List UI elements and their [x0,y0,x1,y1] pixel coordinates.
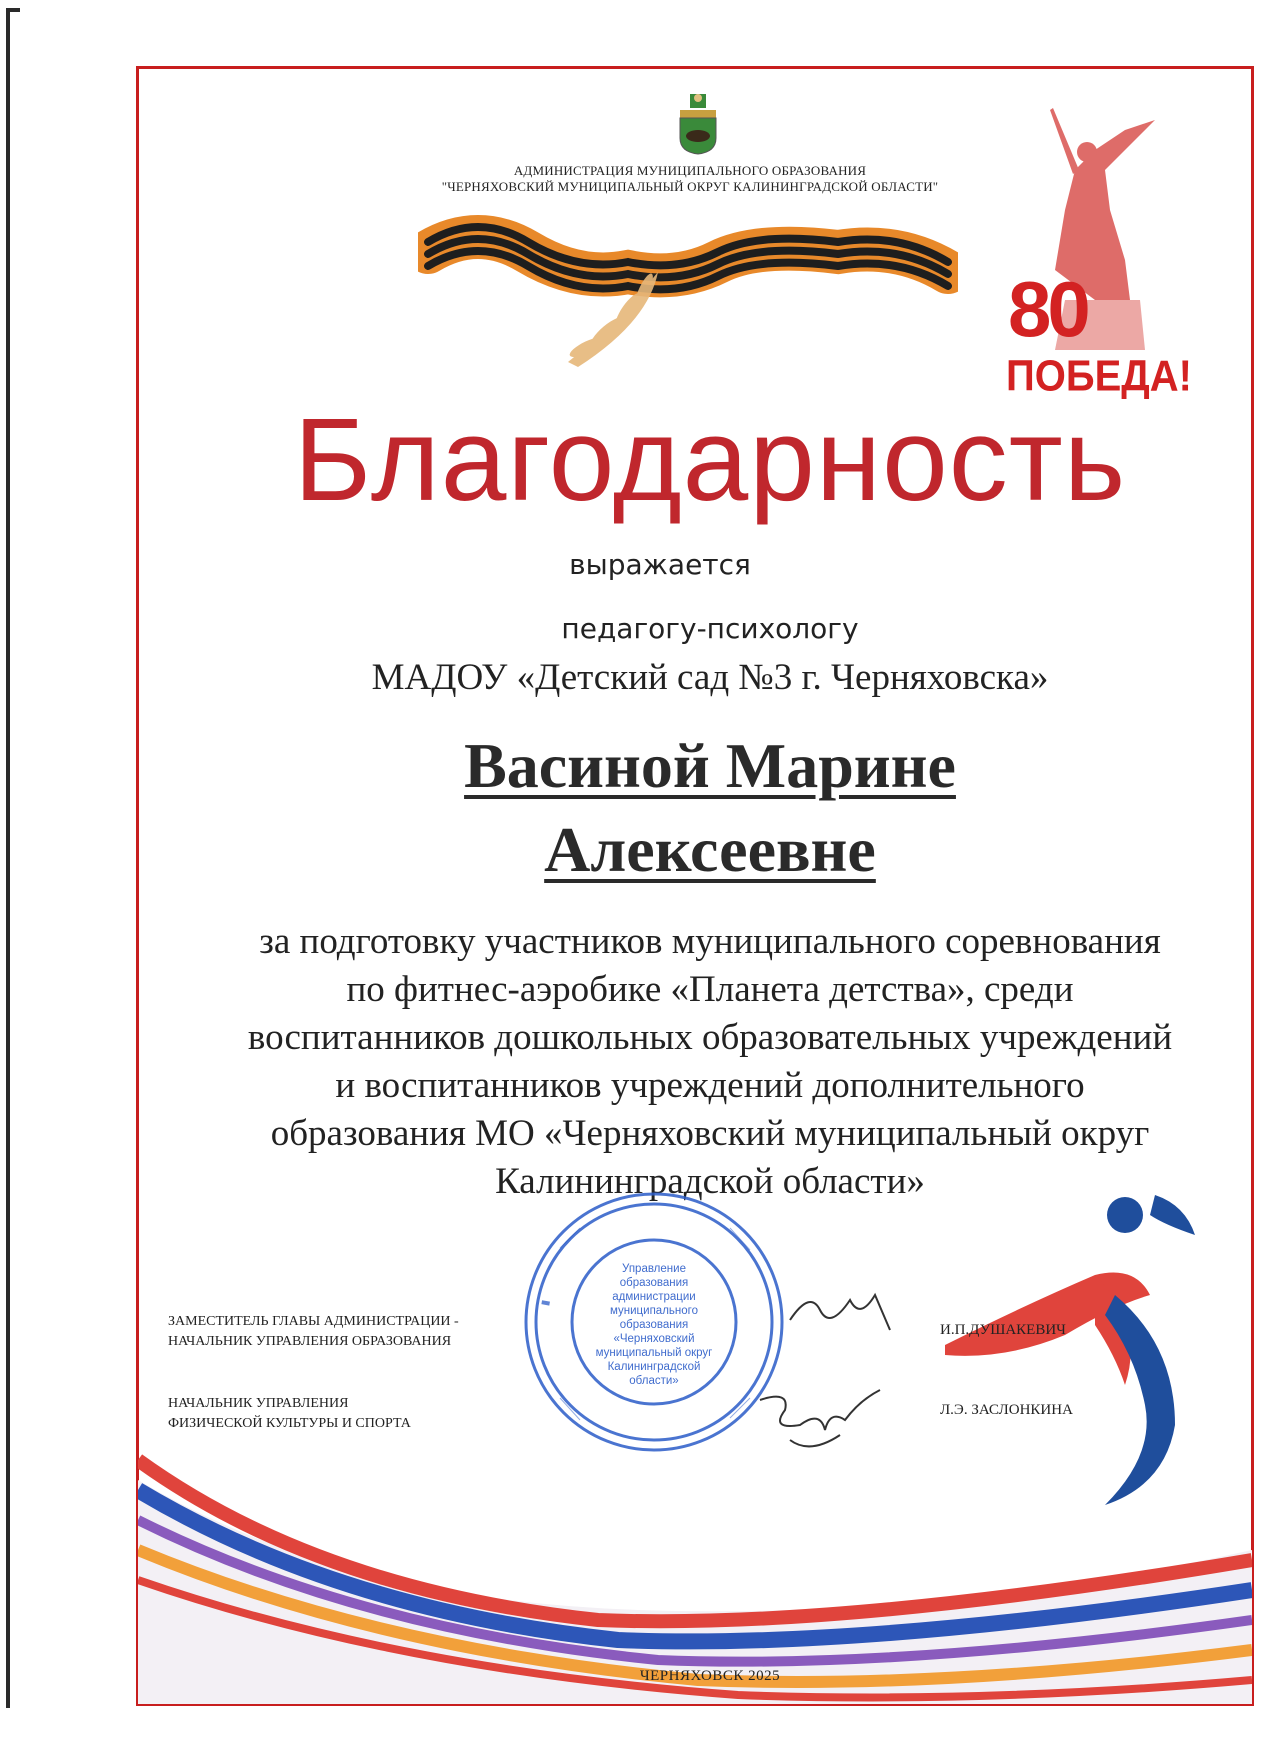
official-stamp [520,1188,788,1456]
reason-line: за подготовку участников муниципального соревнования [259,921,1161,962]
recipient-name-line-2 [200,812,1220,888]
expressed-text: выражается [569,548,751,581]
recipient-organization: МАДОУ «Детский сад №3 г. Черняховска» [371,657,1049,698]
reason-line: воспитанников дошкольных образовательных учреждений [247,1017,1173,1058]
scan-edge [6,8,10,1708]
stamp-text-line: муниципального [610,1305,698,1317]
stamp-text-line: муниципальный округ [595,1347,713,1359]
recipient-name-line-1 [200,728,1220,804]
stamp-text-line: образования [619,1319,689,1331]
recipient-name-text-2: Алексеевне [544,814,876,885]
decorative-waves [138,1440,1252,1704]
administration-header [380,163,1000,195]
recipient-position: педагогу-психологу [561,612,859,645]
signatory-2-title [168,1394,468,1434]
signatory-1-title-line-2: НАЧАЛЬНИК УПРАВЛЕНИЯ ОБРАЗОВАНИЯ [168,1334,452,1349]
stamp-text-line: образования [619,1277,689,1289]
signatory-1-name: И.П.ДУШАКЕВИЧ [940,1322,1066,1338]
stamp-text-line: области» [629,1375,679,1387]
signatory-2-title-line-1: НАЧАЛЬНИК УПРАВЛЕНИЯ [168,1396,349,1411]
stamp-text-line: «Черняховский [613,1333,695,1345]
signature-1 [780,1280,900,1340]
recipient-name-text-1: Васиной Марине [464,730,956,801]
city-year: ЧЕРНЯХОВСК 2025 [639,1668,781,1684]
certificate-title: Благодарность [293,394,1127,526]
victory-word-label: ПОБЕДА! [1006,351,1192,401]
signatory-2-name: Л.Э. ЗАСЛОНКИНА [940,1402,1073,1418]
st-george-ribbon-icon [418,212,958,372]
reason-text [200,918,1220,1206]
stamp-text-line: администрации [612,1291,696,1303]
victory-80-label: 80 [1008,265,1087,353]
stamp-text-line: Управление [622,1263,686,1275]
header-line-2: "ЧЕРНЯХОВСКИЙ МУНИЦИПАЛЬНЫЙ ОКРУГ КАЛИНИНГРАДСКОЙ ОБЛАСТИ" [441,179,939,194]
reason-line: Калининградской области» [495,1161,925,1202]
scan-edge-corner [6,8,20,12]
stamp-text-line: Калининградской [607,1361,701,1373]
signatory-1-title [168,1312,508,1352]
coat-of-arms-icon [676,92,720,156]
header-line-1: АДМИНИСТРАЦИЯ МУНИЦИПАЛЬНОГО ОБРАЗОВАНИЯ [513,163,867,178]
reason-line: образования МО «Черняховский муниципальный округ [270,1113,1150,1154]
reason-line: по фитнес-аэробике «Планета детства», среди [346,969,1074,1010]
signatory-1-title-line-1: ЗАМЕСТИТЕЛЬ ГЛАВЫ АДМИНИСТРАЦИИ - [168,1314,459,1329]
signatory-2-title-line-2: ФИЗИЧЕСКОЙ КУЛЬТУРЫ И СПОРТА [168,1416,411,1431]
reason-line: и воспитанников учреждений дополнительного [335,1065,1085,1106]
